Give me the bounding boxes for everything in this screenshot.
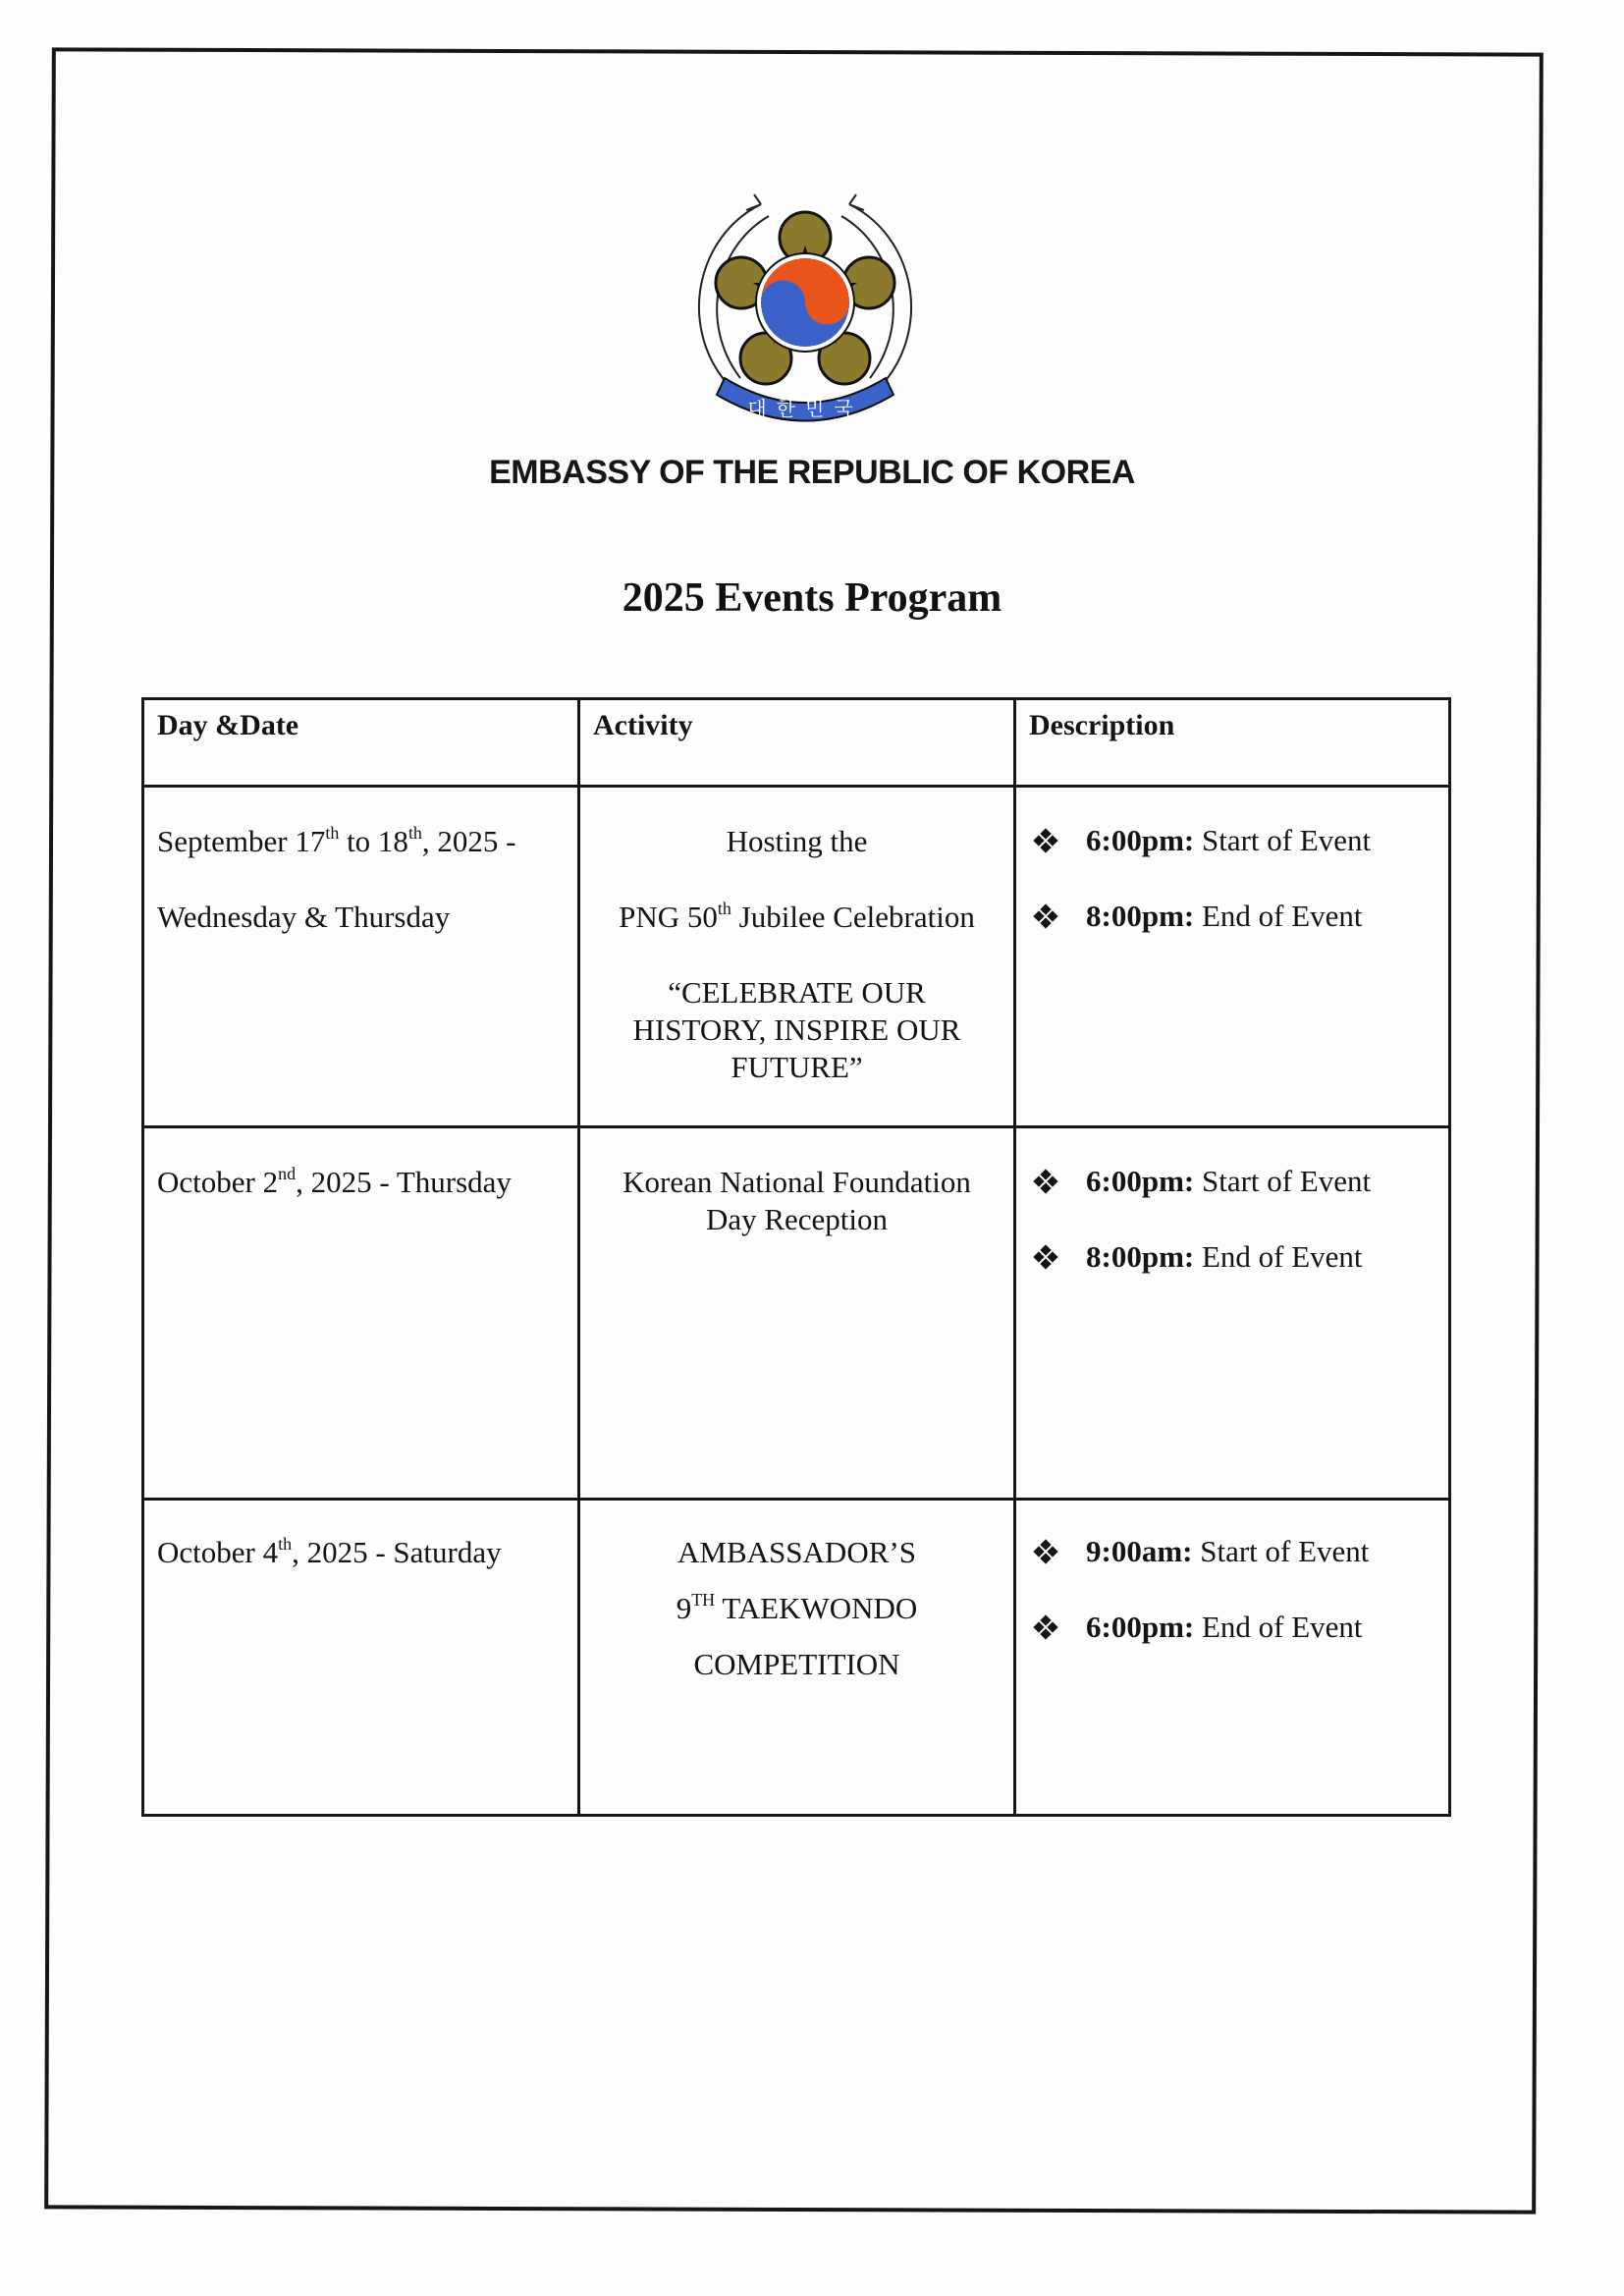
row2-activity-line1: Korean National Foundation bbox=[623, 1165, 971, 1199]
emblem-ribbon-text: 대한민국 bbox=[747, 397, 863, 420]
row1-activity-slogan-line3: FUTURE” bbox=[731, 1050, 863, 1084]
events-table bbox=[141, 697, 1451, 1817]
row3-description-item: 6:00pm: End of Event bbox=[1035, 1610, 1363, 1645]
column-header-activity: Activity bbox=[593, 709, 693, 741]
diamond-bullet-icon bbox=[1035, 1171, 1056, 1192]
row1-activity-line2: PNG 50th Jubilee Celebration bbox=[619, 899, 975, 934]
column-header-description: Description bbox=[1029, 709, 1175, 741]
row1-activity-slogan-line1: “CELEBRATE OUR bbox=[668, 975, 926, 1010]
organization-name: EMBASSY OF THE REPUBLIC OF KOREA bbox=[489, 454, 1135, 491]
diamond-bullet-icon bbox=[1035, 1616, 1056, 1638]
row3-activity-line1: AMBASSADOR’S bbox=[677, 1535, 916, 1569]
row3-activity-line3: COMPETITION bbox=[693, 1647, 900, 1681]
row1-date: September 17th to 18th, 2025 - bbox=[157, 823, 516, 858]
row1-description-item: 8:00pm: End of Event bbox=[1035, 899, 1363, 934]
diamond-bullet-icon bbox=[1035, 905, 1056, 927]
row3-activity-line2: 9TH TAEKWONDO bbox=[676, 1590, 918, 1625]
table-header-divider bbox=[141, 785, 1451, 788]
table-border-top bbox=[141, 697, 1451, 700]
diamond-bullet-icon bbox=[1035, 1246, 1056, 1268]
document-title: 2025 Events Program bbox=[622, 575, 1002, 621]
table-border-right bbox=[1448, 697, 1451, 1817]
row2-date: October 2nd, 2025 - Thursday bbox=[157, 1164, 512, 1199]
diamond-bullet-icon bbox=[1035, 1541, 1056, 1562]
row2-activity-line2: Day Reception bbox=[705, 1202, 889, 1236]
row1-description-item: 6:00pm: Start of Event bbox=[1035, 823, 1371, 858]
column-header-day-date: Day &Date bbox=[157, 709, 299, 741]
row1-activity-slogan-line2: HISTORY, INSPIRE OUR bbox=[632, 1012, 961, 1047]
table-border-left bbox=[141, 697, 144, 1817]
table-row-divider bbox=[141, 1125, 1451, 1128]
row3-description-item: 9:00am: Start of Event bbox=[1035, 1534, 1369, 1569]
korea-embassy-emblem-icon bbox=[668, 177, 943, 432]
row3-date: October 4th, 2025 - Saturday bbox=[157, 1534, 502, 1569]
row1-activity-line1: Hosting the bbox=[726, 824, 868, 858]
row2-description-item: 6:00pm: Start of Event bbox=[1035, 1164, 1371, 1199]
table-column-divider bbox=[1013, 697, 1016, 1817]
table-row-divider bbox=[141, 1498, 1451, 1501]
diamond-bullet-icon bbox=[1035, 830, 1056, 851]
row1-day: Wednesday & Thursday bbox=[157, 900, 451, 934]
table-border-bottom bbox=[141, 1814, 1451, 1817]
row2-description-item: 8:00pm: End of Event bbox=[1035, 1239, 1363, 1275]
